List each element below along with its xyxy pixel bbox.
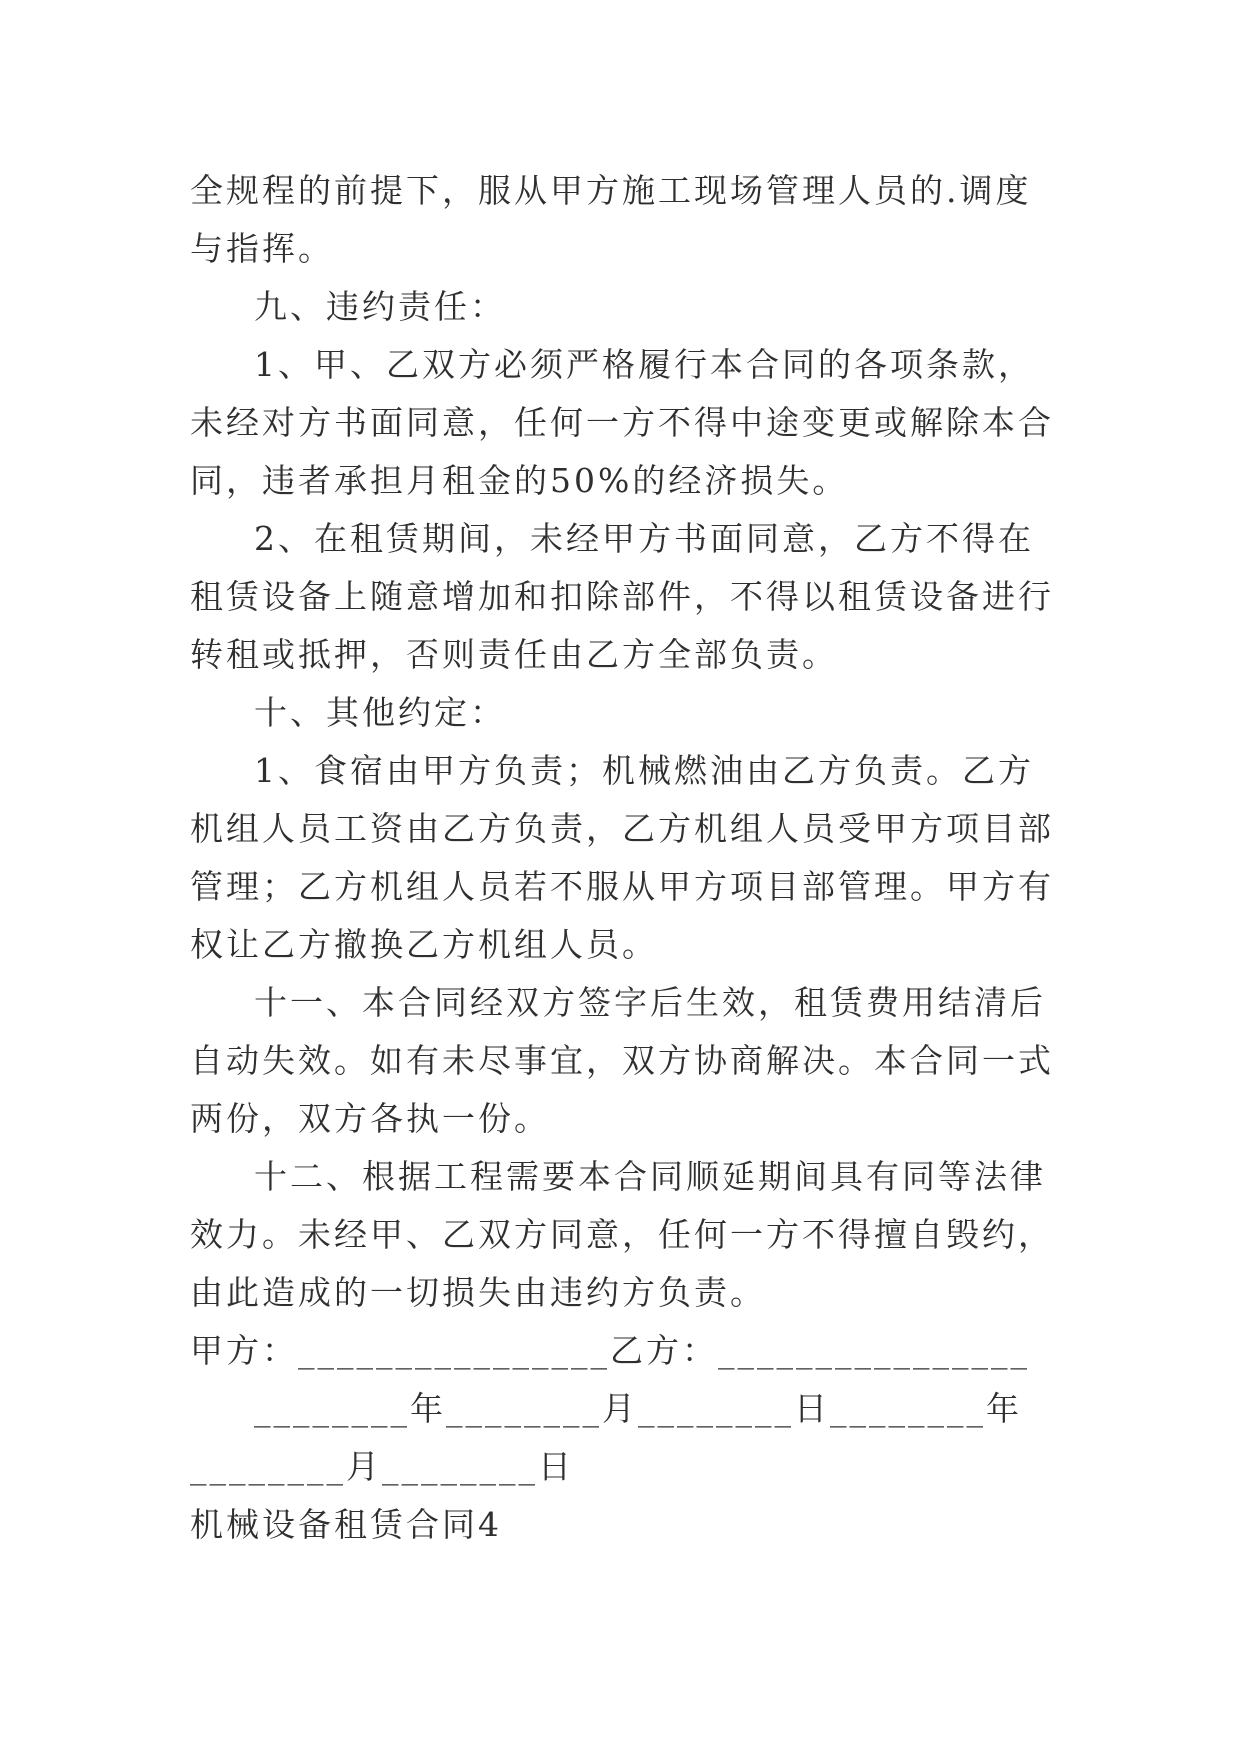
paragraph-continuation: 全规程的前提下，服从甲方施工现场管理人员的.调度与指挥。	[190, 171, 1032, 268]
clause-twelve: 十二、根据工程需要本合同顺延期间具有同等法律效力。未经甲、乙双方同意，任何一方不得擅自毁约，由此造成的一切损失由违约方负责。	[190, 1157, 1054, 1312]
clause-eleven: 十一、本合同经双方签字后生效，租赁费用结清后自动失效。如有未尽事宜，双方协商解决。本合同一式两份，双方各执一份。	[190, 983, 1054, 1138]
other-clause-1: 1、食宿由甲方负责；机械燃油由乙方负责。乙方机组人员工资由乙方负责，乙方机组人员受甲方项目部管理；乙方机组人员若不服从甲方项目部管理。甲方有权让乙方撤换乙方机组人员。	[190, 751, 1054, 964]
document-body	[190, 162, 1056, 1554]
breach-clause-2: 2、在租赁期间，未经甲方书面同意，乙方不得在租赁设备上随意增加和扣除部件，不得以租赁设备进行转租或抵押，否则责任由乙方全部负责。	[190, 519, 1054, 674]
section-other-heading: 十、其他约定：	[254, 693, 506, 732]
next-contract-heading: 机械设备租赁合同4	[190, 1505, 502, 1544]
breach-clause-1: 1、甲、乙双方必须严格履行本合同的各项条款，未经对方书面同意，任何一方不得中途变更或解除本合同，违者承担月租金的50%的经济损失。	[190, 345, 1054, 500]
date-line: ________年________月________日________年________月________日	[190, 1389, 1022, 1486]
signature-line: 甲方：________________乙方：________________	[190, 1331, 1030, 1370]
section-breach-heading: 九、违约责任：	[254, 287, 506, 326]
